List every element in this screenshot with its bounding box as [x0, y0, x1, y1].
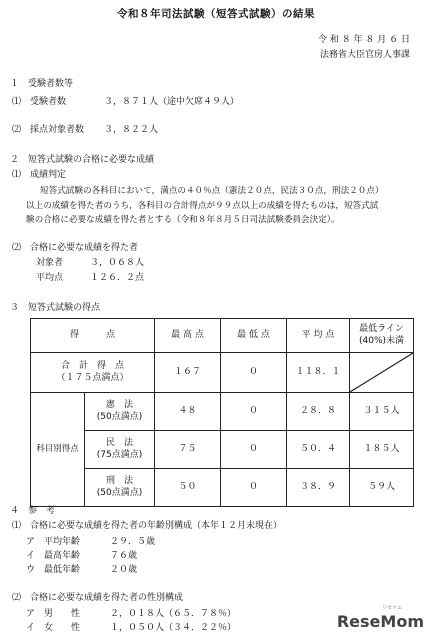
age-subheading: ⑴ 合格に必要な成績を得た者の年齢別構成（本年１２月末現在）	[12, 521, 283, 531]
gender-label-female: イ 女 性	[26, 623, 81, 633]
gender-label-male: ア 男 性	[26, 609, 81, 619]
page-title: 令和８年司法試験（短答式試験）の結果	[117, 8, 315, 20]
header-minline-1: 最低ライン	[359, 324, 404, 335]
total-label-2: （１７５点満点）	[56, 372, 129, 383]
scored-label: ⑵ 採点対象者数	[12, 125, 85, 135]
subject-name: 刑 法	[106, 475, 134, 486]
age-value-avg: ２９．５歳	[110, 537, 156, 547]
issuing-office: 法務省大臣官房人事課	[319, 50, 410, 60]
scored-value: ３，８２２人	[104, 125, 159, 135]
by-subject-label: 科目別得点	[31, 393, 85, 507]
total-min: ０	[221, 353, 287, 393]
table-row-total	[31, 353, 414, 393]
score-table	[30, 318, 414, 507]
judgment-text-line2: 以上の成績を得た者のうち，各科目の合計得点が９９点以上の成績を得たものは，短答式試	[26, 201, 379, 211]
total-max: １６７	[155, 353, 221, 393]
subject-civil	[85, 431, 155, 469]
age-value-max: ７６歳	[110, 551, 138, 561]
subject-name: 憲 法	[106, 399, 134, 410]
resemom-watermark-logo	[336, 605, 424, 632]
section4-heading: ４ 参 考	[10, 506, 56, 516]
gender-value-male: ２，０１８人（６５．７８％）	[110, 609, 237, 619]
criminal-max: ５０	[155, 469, 221, 507]
examinees-value: ３，８７１人（途中欠席４９人）	[104, 97, 240, 107]
constitution-max: ４８	[155, 393, 221, 431]
criminal-min: ０	[221, 469, 287, 507]
watermark-brand: ReseMom	[336, 612, 424, 631]
section2-heading: ２ 短答式試験の合格に必要な成績	[10, 155, 155, 165]
subject-name: 民 法	[106, 437, 134, 448]
age-label-max: イ 最高年齢	[26, 551, 81, 561]
average-label: 平均点	[36, 273, 64, 283]
subject-full: (50点満点)	[96, 487, 143, 498]
criminal-under: ５９人	[350, 469, 414, 507]
total-label-1: 合 計 得 点	[61, 361, 125, 372]
total-avg: １１８．１	[287, 353, 350, 393]
total-label	[31, 353, 155, 393]
header-minline	[350, 319, 414, 353]
civil-min: ０	[221, 431, 287, 469]
report-date: 令 和 ８ 年 ８ 月 ６ 日	[317, 35, 410, 45]
gender-value-female: １，０５０人（３４．２２％）	[110, 623, 237, 633]
section3-heading: ３ 短答式試験の得点	[10, 303, 101, 313]
header-min: 最 低 点	[221, 319, 287, 353]
civil-under: １８５人	[350, 431, 414, 469]
average-value: １２６．２点	[90, 273, 145, 283]
table-row-civil	[31, 431, 414, 469]
header-minline-2: (40%)未満	[359, 335, 405, 346]
subject-criminal	[85, 469, 155, 507]
diagonal-slash	[350, 353, 413, 392]
subject-constitution	[85, 393, 155, 431]
subject-full: (50点満点)	[96, 411, 143, 422]
table-row-constitution	[31, 393, 414, 431]
examinees-label: ⑴ 受験者数	[12, 97, 67, 107]
table-header-row	[31, 319, 414, 353]
target-value: ３，０６８人	[90, 258, 145, 268]
criminal-avg: ３８．９	[287, 469, 350, 507]
age-label-avg: ア 平均年齢	[26, 537, 81, 547]
constitution-under: ３１５人	[350, 393, 414, 431]
judgment-subheading: ⑴ 成績判定	[12, 170, 67, 180]
total-minline-empty	[350, 353, 414, 393]
gender-subheading: ⑵ 合格に必要な成績を得た者の性別構成	[12, 593, 184, 603]
header-max: 最 高 点	[155, 319, 221, 353]
civil-avg: ５０．４	[287, 431, 350, 469]
constitution-min: ０	[221, 393, 287, 431]
constitution-avg: ２８．８	[287, 393, 350, 431]
judgment-text-line3: 験の合格に必要な成績を得た者とする（令和８年８月５日司法試験委員会決定）。	[26, 215, 340, 225]
passers-subheading: ⑵ 合格に必要な成績を得た者	[12, 243, 139, 253]
watermark-small-text: リセマム	[382, 605, 402, 611]
header-score: 得 点	[31, 319, 155, 353]
civil-max: ７５	[155, 431, 221, 469]
target-label: 対象者	[36, 258, 64, 268]
age-value-min: ２０歳	[110, 565, 138, 575]
age-label-min: ウ 最低年齢	[26, 565, 81, 575]
table-row-criminal	[31, 469, 414, 507]
subject-full: (75点満点)	[96, 449, 143, 460]
judgment-text-line1: 短答式試験の各科目において，満点の４０％点（憲法２０点，民法３０点，刑法２０点）	[40, 186, 384, 196]
section1-heading: １ 受験者数等	[10, 79, 74, 89]
header-avg: 平 均 点	[287, 319, 350, 353]
